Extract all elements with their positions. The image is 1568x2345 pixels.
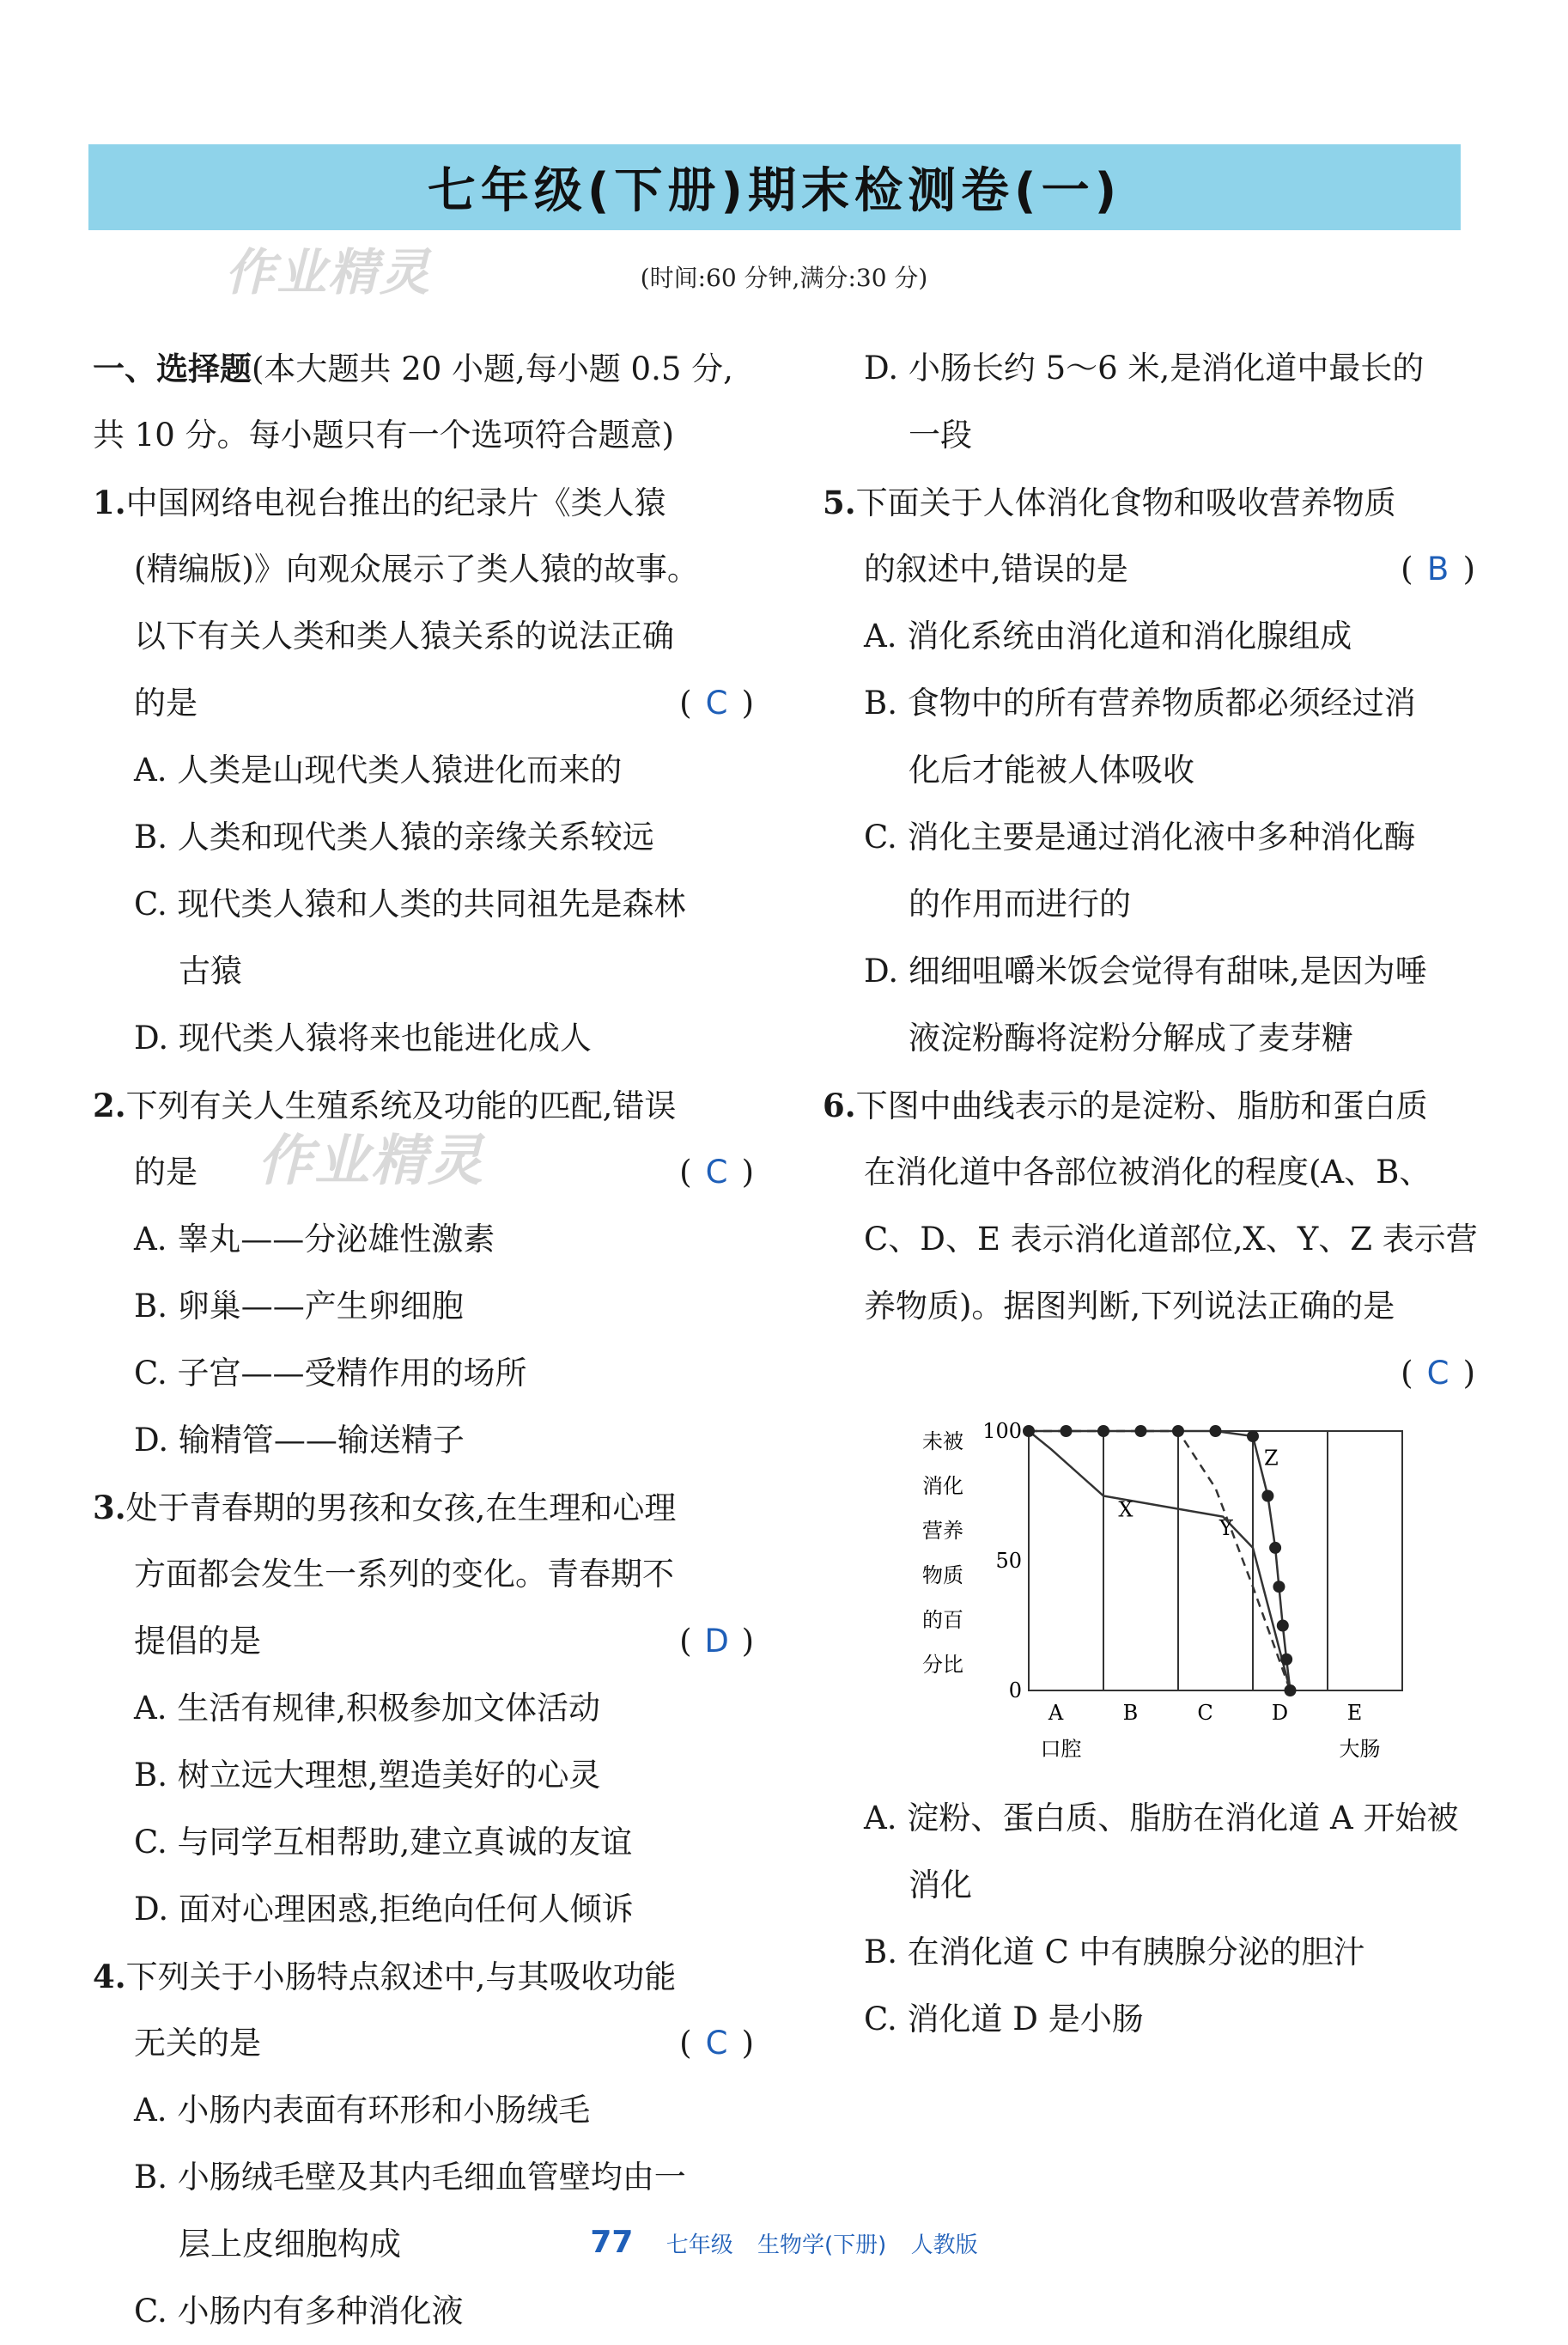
section-description-line: 共 10 分。每小题只有一个选项符合题意) xyxy=(93,417,675,454)
digestion-chart xyxy=(823,1407,1475,1785)
answer-bracket xyxy=(679,2010,754,2077)
y-tick-label: 50 xyxy=(995,1549,1022,1573)
option-line: B. 在消化道 C 中有胰腺分泌的胆汁 xyxy=(864,1934,1365,1970)
option-line: B. 食物中的所有营养物质都必须经过消 xyxy=(864,685,1416,722)
question-text: 处于青春期的男孩和女孩,在生理和心理 xyxy=(125,1489,677,1526)
question-number: 6. xyxy=(823,1087,856,1124)
x-category-label: A xyxy=(1048,1701,1064,1725)
answer-letter: C xyxy=(705,2025,728,2062)
question-text: 中国网络电视台推出的纪录片《类人猿 xyxy=(125,484,666,521)
answer-bracket xyxy=(679,1139,754,1206)
section-title: 一、选择题 xyxy=(93,350,252,387)
y-axis-label: 分比 xyxy=(922,1653,963,1677)
answer-paren-right: ) xyxy=(741,685,754,722)
question-stem-line xyxy=(823,536,1475,603)
option-line: C. 现代类人猿和人类的共同祖先是森林 xyxy=(134,886,686,923)
x-category-label: C xyxy=(1197,1701,1213,1725)
exam-subtitle: (时间:60 分钟,满分:30 分) xyxy=(640,264,928,292)
question-text: C、D、E 表示消化道部位,X、Y、Z 表示营 xyxy=(864,1221,1478,1258)
option-line: 层上皮细胞构成 xyxy=(179,2226,401,2263)
question-stem-line xyxy=(93,1072,754,1139)
question-stem-line xyxy=(823,1206,1478,1273)
option-line: D. 输精管——输送精子 xyxy=(134,1422,465,1459)
answer-letter: D xyxy=(704,1623,729,1660)
left-column xyxy=(93,335,754,2345)
question-number: 5. xyxy=(823,484,856,521)
watermark-top: 作业精灵 xyxy=(225,243,432,302)
question-text: 养物质)。据图判断,下列说法正确的是 xyxy=(864,1288,1395,1325)
option-line: 古猿 xyxy=(179,953,242,990)
chart-frame xyxy=(1029,1431,1402,1690)
footer-edition: 人教版 xyxy=(910,2232,978,2258)
y-axis-label: 未被 xyxy=(922,1429,963,1453)
option-line: A. 小肠内表面有环形和小肠绒毛 xyxy=(134,2092,591,2129)
option-line: B. 卵巢——产生卵细胞 xyxy=(134,1288,464,1325)
question-text: 无关的是 xyxy=(134,2025,261,2062)
y-axis-label: 的百 xyxy=(922,1608,963,1632)
option-line: D. 面对心理困惑,拒绝向任何人倾诉 xyxy=(134,1891,634,1928)
page-number: 77 xyxy=(590,2225,634,2260)
series-point-Z xyxy=(1247,1430,1259,1442)
question-number: 1. xyxy=(93,484,126,521)
series-line-Y xyxy=(1029,1431,1291,1690)
option-line: C. 与同学互相帮助,建立真诚的友谊 xyxy=(134,1824,633,1861)
series-point-Z xyxy=(1261,1490,1273,1502)
question-text: 的叙述中,错误的是 xyxy=(864,551,1128,588)
answer-bracket xyxy=(679,670,754,737)
right-column xyxy=(823,335,1478,2053)
question-text: 下面关于人体消化食物和吸收营养物质 xyxy=(855,484,1396,521)
series-point-Z xyxy=(1277,1620,1289,1632)
question-text: 提倡的是 xyxy=(134,1623,261,1660)
chart-svg xyxy=(823,1407,1475,1785)
option-line: A. 淀粉、蛋白质、脂肪在消化道 A 开始被 xyxy=(864,1800,1459,1836)
series-point-Z xyxy=(1273,1581,1285,1593)
option-line: C. 子宫——受精作用的场所 xyxy=(134,1355,527,1392)
series-point-Z xyxy=(1061,1425,1073,1437)
question-stem-line xyxy=(93,2010,754,2077)
question-text: 下列关于小肠特点叙述中,与其吸收功能 xyxy=(125,1958,677,1995)
question-stem-line xyxy=(823,1139,1475,1206)
section-description: (本大题共 20 小题,每小题 0.5 分, xyxy=(252,350,733,387)
answer-paren-left: ( xyxy=(679,2025,692,2062)
question-stem-line xyxy=(93,1608,754,1675)
answer-paren-left: ( xyxy=(1401,551,1413,588)
watermark-middle: 作业精灵 xyxy=(258,1130,484,1193)
option-line: D. 小肠长约 5～6 米,是消化道中最长的 xyxy=(864,350,1425,387)
answer-bracket xyxy=(679,1608,754,1675)
question-number: 2. xyxy=(93,1087,126,1124)
x-category-label: D xyxy=(1271,1701,1289,1725)
footer-grade: 七年级 xyxy=(665,2232,733,2258)
question-text: 的是 xyxy=(134,1154,198,1191)
question-stem-line xyxy=(93,1139,754,1206)
y-axis-label: 营养 xyxy=(922,1519,963,1543)
question-text: 以下有关人类和类人猿关系的说法正确 xyxy=(134,618,674,655)
title-banner xyxy=(88,144,1461,230)
option-line: 消化 xyxy=(909,1867,972,1903)
answer-paren-left: ( xyxy=(679,1623,692,1660)
series-line-X xyxy=(1029,1431,1291,1690)
y-tick-label: 0 xyxy=(1008,1678,1022,1702)
question-stem-line xyxy=(93,469,754,536)
option-line: B. 小肠绒毛壁及其内毛细血管壁均由一 xyxy=(134,2159,686,2196)
option-line: D. 细细咀嚼米饭会觉得有甜味,是因为唾 xyxy=(864,953,1427,990)
question-number: 3. xyxy=(93,1489,126,1526)
question-text: 在消化道中各部位被消化的程度(A、B、 xyxy=(864,1154,1431,1191)
question-number: 4. xyxy=(93,1958,126,1995)
page-title: 七年级(下册)期末检测卷(一) xyxy=(427,163,1122,219)
series-point-Z xyxy=(1280,1654,1292,1666)
x-category-label: E xyxy=(1346,1701,1363,1725)
answer-paren-left: ( xyxy=(679,1154,692,1191)
option-line: C. 小肠内有多种消化液 xyxy=(134,2293,464,2330)
answer-letter: C xyxy=(705,685,728,722)
question-stem-line xyxy=(823,1072,1475,1139)
x-category-note: 口腔 xyxy=(1040,1737,1082,1761)
question-stem-line xyxy=(93,603,754,670)
x-category-label: B xyxy=(1122,1701,1139,1725)
footer-subject: 生物学(下册) xyxy=(757,2232,887,2258)
answer-paren-right: ) xyxy=(741,2025,754,2062)
question-stem-line xyxy=(93,536,754,603)
question-stem-line xyxy=(93,1541,754,1608)
question-text: 的是 xyxy=(134,685,198,722)
option-line: C. 消化道 D 是小肠 xyxy=(864,2001,1144,2037)
answer-paren-right: ) xyxy=(1462,551,1475,588)
series-label-X: X xyxy=(1118,1497,1133,1522)
option-line: 液淀粉酶将淀粉分解成了麦芽糖 xyxy=(909,1020,1353,1057)
series-point-Z xyxy=(1269,1542,1281,1554)
series-point-Z xyxy=(1135,1425,1147,1437)
option-line: A. 生活有规律,积极参加文体活动 xyxy=(134,1690,601,1727)
question-stem-line xyxy=(93,1943,754,2010)
series-point-Z xyxy=(1210,1425,1222,1437)
option-line: A. 消化系统由消化道和消化腺组成 xyxy=(864,618,1352,655)
answer-paren-right: ) xyxy=(741,1154,754,1191)
y-tick-label: 100 xyxy=(982,1419,1022,1443)
question-stem-line xyxy=(93,670,754,737)
series-point-Z xyxy=(1172,1425,1184,1437)
option-line: B. 人类和现代类人猿的亲缘关系较远 xyxy=(134,819,654,856)
series-line-Z xyxy=(1029,1431,1291,1690)
answer-paren-right: ) xyxy=(1462,1355,1475,1392)
option-line: B. 树立远大理想,塑造美好的心灵 xyxy=(134,1757,601,1794)
question-text: 下图中曲线表示的是淀粉、脂肪和蛋白质 xyxy=(855,1087,1428,1124)
option-line: 化后才能被人体吸收 xyxy=(909,752,1194,789)
answer-letter: C xyxy=(705,1154,728,1191)
answer-line xyxy=(823,1340,1475,1407)
answer-paren-right: ) xyxy=(741,1623,754,1660)
option-line: 一段 xyxy=(909,417,972,454)
answer-paren-left: ( xyxy=(679,685,692,722)
y-axis-label: 消化 xyxy=(922,1474,963,1498)
series-label-Y: Y xyxy=(1219,1515,1233,1540)
answer-letter: B xyxy=(1426,551,1449,588)
page-footer xyxy=(0,2225,1568,2260)
question-text: (精编版)》向观众展示了类人猿的故事。 xyxy=(134,551,699,588)
question-stem-line xyxy=(93,1474,754,1541)
question-stem-line xyxy=(823,1273,1475,1340)
answer-paren-left: ( xyxy=(1401,1355,1413,1392)
series-point-Z xyxy=(1097,1425,1109,1437)
question-text: 下列有关人生殖系统及功能的匹配,错误 xyxy=(125,1087,677,1124)
section-header xyxy=(93,335,754,402)
series-label-Z: Z xyxy=(1264,1446,1279,1471)
question-stem-line xyxy=(823,469,1475,536)
option-line: 的作用而进行的 xyxy=(909,886,1131,923)
option-line: A. 睾丸——分泌雄性激素 xyxy=(134,1221,495,1258)
answer-bracket xyxy=(1401,1340,1475,1407)
x-category-note: 大肠 xyxy=(1339,1737,1381,1761)
series-point-Z xyxy=(1023,1425,1035,1437)
series-point-Z xyxy=(1285,1684,1297,1696)
option-line: C. 消化主要是通过消化液中多种消化酶 xyxy=(864,819,1416,856)
option-line: D. 现代类人猿将来也能进化成人 xyxy=(134,1020,592,1057)
y-axis-label: 物质 xyxy=(922,1563,963,1587)
answer-letter: C xyxy=(1426,1355,1449,1392)
answer-bracket xyxy=(1401,536,1475,603)
question-text: 方面都会发生一系列的变化。青春期不 xyxy=(134,1556,674,1593)
option-line: A. 人类是山现代类人猿进化而来的 xyxy=(134,752,623,789)
